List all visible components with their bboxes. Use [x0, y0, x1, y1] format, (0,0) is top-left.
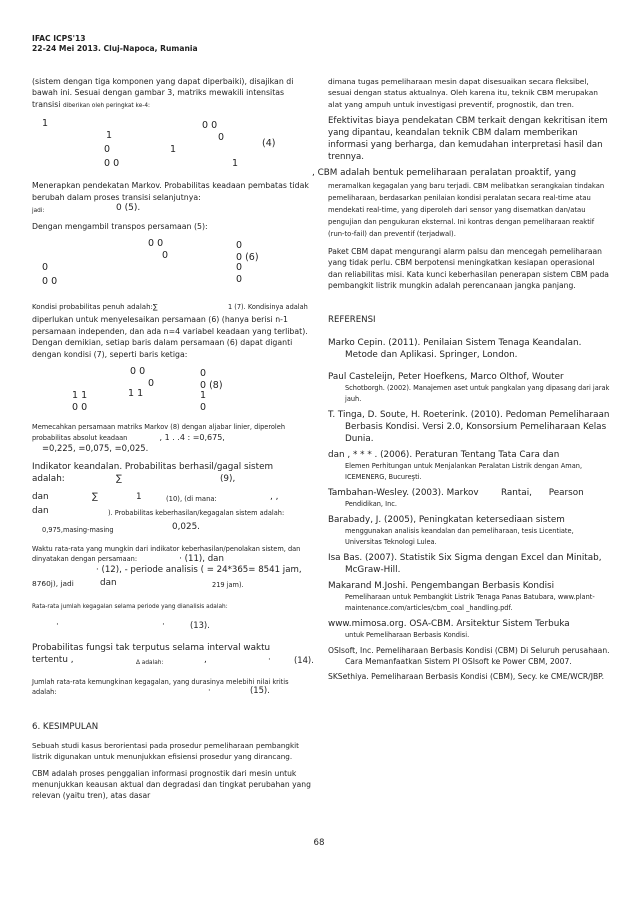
equation-9-lead: adalah:: [32, 473, 65, 484]
reference-item-continued: Schotborgh. (2002). Manajemen aset untuk pangkalan yang dipasang dari jarak jauh.: [345, 384, 610, 404]
reference-item: Barabady, J. (2005), Peningkatan ketersediaan sistem: [328, 515, 565, 526]
reference-item: Tambahan-Wesley. (2003). Markov Rantai, Pearson: [328, 488, 584, 499]
paragraph-right-3-lead: , CBM adalah bentuk pemeliharaan peralatan proaktif, yang: [312, 168, 577, 179]
paragraph-conclusion-1: Sebuah studi kasus berorientasi pada prosedur pemeliharaan pembangkit listrik digunakan untuk menunjukkan efisiensi prosedur yang dirancang.: [32, 741, 299, 762]
probability-values: [32, 443, 314, 455]
reference-item-continued: untuk Pemeliharaan Berbasis Kondisi.: [345, 631, 470, 640]
equation-14: [32, 655, 314, 671]
matrix-8-cell: 0 0: [130, 366, 146, 378]
matrix-8-cell: 0 0: [72, 402, 88, 414]
equation-9-sum: ∑: [116, 473, 122, 484]
reference-item: www.mimosa.org. OSA-CBM. Arsitektur Sistem Terbuka: [328, 619, 570, 630]
matrix-4-cell: 0 0: [104, 158, 120, 170]
success-values-lead: 0,975,masing-masing: [42, 525, 114, 534]
condition-7-tail: 1 (7). Kondisinya adalah: [228, 303, 308, 312]
paragraph-conclusion-2: CBM adalah proses penggalian informasi prognostik dari mesin untuk menunjukkan keausan aktual dan degradasi dan tingkat perubahan yang relevan (yaitu tren), atas dasar: [32, 769, 311, 801]
matrix-8-cell: 0: [148, 378, 155, 390]
paragraph-conditions: diperlukan untuk menyelesaikan persamaan (6) (hanya berisi n-1 persamaan independen, dan ada n=4 variabel keadaan yang terlibat). Dengan demikian, setiap baris dalam persamaan (6) dapat diganti dengan kondisi (7), seperti baris ketiga:: [32, 315, 308, 359]
equation-14-lead: tertentu ,: [32, 654, 74, 665]
paragraph-intro-small: diberikan oleh peringkat ke-4:: [62, 102, 150, 109]
matrix-6: [32, 238, 314, 296]
header-date-location: 22-24 Mei 2013. Cluj-Napoca, Rumania: [32, 44, 198, 53]
matrix-6-cell: 0: [42, 262, 49, 274]
equation-10-one: 1: [136, 491, 142, 502]
matrix-6-cell: 0 0: [148, 238, 164, 250]
equation-5: [32, 203, 314, 215]
paragraph-right-3: meramalkan kegagalan yang baru terjadi. CBM melibatkan serangkaian tindakan pemeliharaan, berdasarkan penilaian kondisi peralatan secara real-time atau mendekati real-time, yang diperoleh dari sensor yang disematkan dan/atau pengujian dan pengukuran eksternal. Ini kontras dengan pemeliharaan reaktif (run-to-fail) dan preventif (terjadwal).: [328, 181, 605, 238]
reference-item: Isa Bas. (2007). Statistik Six Sigma dengan Excel dan Minitab, McGraw-Hill.: [328, 553, 602, 576]
matrix-4: [32, 118, 314, 174]
equation-13: [32, 616, 314, 634]
equation-13-number: (13).: [190, 620, 210, 631]
condition-7-lead: Kondisi probabilitas penuh adalah:∑: [32, 303, 158, 312]
matrix-4-cell: 1: [106, 130, 113, 142]
equation-14-number: (14).: [294, 654, 314, 665]
matrix-8-cell: 0: [200, 368, 207, 380]
right-column: [312, 76, 610, 686]
equation-10-continued-lead: dan: [32, 505, 49, 516]
equation-5-text: 0 (5).: [116, 203, 141, 214]
matrix-4-cell: 0: [218, 132, 225, 144]
matrix-4-cell: 0 0: [202, 120, 218, 132]
paragraph-transpose: Dengan mengambil transpos persamaan (5):: [32, 222, 208, 232]
uninterrupted-heading: Probabilitas fungsi tak terputus selama interval waktu: [32, 643, 271, 654]
matrix-8-cell: 0 (8): [200, 380, 223, 392]
reference-item: T. Tinga, D. Soute, H. Roeterink. (2010). Pedoman Pemeliharaan Berbasis Kondisi. Versi 2.0, Konsorsium Pemeliharaan Kelas Dunia.: [328, 410, 610, 445]
paragraph-intro-text: (sistem dengan tiga komponen yang dapat diperbaiki), disajikan di bawah ini. Sesuai dengan gambar 3, matriks mewakili intensitas transisi: [32, 77, 294, 109]
matrix-6-cell: 0 0: [42, 276, 58, 288]
reference-item: OSIsoft, Inc. Pemeliharaan Berbasis Kondisi (CBM) Di Seluruh perusahaan. Cara Memanfaatkan Sistem PI OSIsoft ke Power CBM, 2007.: [328, 646, 610, 667]
matrix-4-cell: 1: [170, 144, 177, 156]
equation-10-continued-text: ). Probabilitas keberhasilan/kegagalan sistem adalah:: [108, 508, 285, 517]
equation-15-number: (15).: [250, 685, 270, 696]
running-header: [32, 34, 198, 54]
equation-10-sum: ∑: [92, 491, 98, 502]
equation-10: [32, 492, 314, 506]
equation-10-number: (10), (di mana:: [166, 494, 217, 503]
reference-item-continued: Elemen Perhitungan untuk Menjalankan Peralatan Listrik dengan Aman, ICEMENERG, Bucureşti.: [345, 462, 583, 482]
equation-9-number: (9),: [220, 473, 236, 484]
paragraph-intro: [32, 76, 314, 112]
section-heading-conclusion: 6. KESIMPULAN: [32, 722, 99, 733]
equation-10-continued: [32, 506, 314, 520]
equation-13-dot: ·: [162, 620, 165, 631]
reference-item-continued: menggunakan analisis keandalan dan pemeliharaan, tesis Licentiate, Universitas Teknologi Lulea.: [345, 527, 574, 547]
matrix-6-cell: 0: [236, 262, 243, 274]
equation-12-continued-lead: 8760j), jadi: [32, 578, 74, 588]
reference-item: Paul Casteleijn, Peter Hoefkens, Marco Olthof, Wouter: [328, 372, 564, 383]
reference-item: dan , * * * . (2006). Peraturan Tentang Tata Cara dan: [328, 450, 560, 461]
reference-item-continued: Pendidikan, Inc.: [345, 500, 397, 509]
paragraph-right-4: Paket CBM dapat mengurangi alarm palsu dan mencegah pemeliharaan yang tidak perlu. CBM berpotensi meningkatkan kesiapan operasional dan reliabilitas misi. Kata kunci keberhasilan penerapan sistem CBM pada pembangkit listrik mungkin adalah perencanaan jangka panjang.: [328, 246, 609, 291]
matrix-4-cell: 1: [42, 118, 49, 130]
header-conference: IFAC ICPS'13: [32, 34, 86, 43]
equation-13-dot: ·: [56, 620, 59, 631]
matrix-8-cell: 1: [200, 390, 207, 402]
matrix-8-cell: 0: [200, 402, 207, 414]
reference-item: Marko Cepin. (2011). Penilaian Sistem Tenaga Keandalan. Metode dan Aplikasi. Springer, London.: [328, 338, 582, 361]
equation-12-text: · (12), - periode analisis ( = 24*365= 8541 jam,: [96, 564, 302, 575]
equation-15-dot: ·: [208, 685, 211, 696]
equation-5-label: jadi:: [32, 208, 45, 215]
equation-12-continued-tail: 219 jam).: [212, 580, 244, 589]
paragraph-right-2: Efektivitas biaya pendekatan CBM terkait dengan kekritisan item yang dipantau, keandalan teknik CBM dalam memberikan informasi yang berharga, dan kemudahan interpretasi hasil dan trennya.: [328, 116, 608, 162]
success-values-number: 0,025.: [172, 521, 200, 532]
matrix-4-cell: 1: [232, 158, 239, 170]
page-number: 68: [313, 838, 325, 848]
matrix-6-cell: 0: [236, 274, 243, 286]
equation-14-comma: ,: [204, 654, 207, 665]
probability-values-text: =0,225, =0,075, =0,025.: [42, 443, 149, 454]
equation-12-continued-dan: dan: [100, 577, 117, 588]
matrix-6-cell: 0: [162, 250, 169, 262]
equation-14-label: Δ adalah:: [136, 659, 164, 666]
matrix-8: [32, 366, 314, 416]
indicator-heading: Indikator keandalan. Probabilitas berhasil/gagal sistem: [32, 462, 274, 473]
reference-item: Makarand M.Joshi. Pengembangan Berbasis Kondisi: [328, 581, 555, 592]
equation-11: · (11), dan: [179, 554, 224, 565]
paragraph-mean-time-text: Waktu rata-rata yang mungkin dari indikator keberhasilan/penolakan sistem, dan dinyatakan dengan persamaan:: [32, 544, 301, 564]
matrix-8-cell: 1 1: [72, 390, 88, 402]
equation-10-lead: dan: [32, 491, 49, 502]
matrix-4-equation-number: (4): [262, 138, 276, 150]
section-heading-references: REFERENSI: [328, 315, 376, 326]
matrix-4-cell: 0: [104, 144, 111, 156]
equation-14-dot: ·: [268, 654, 271, 665]
paragraph-mean-time: [32, 544, 314, 565]
matrix-6-cell: 0: [236, 240, 243, 252]
paragraph-right-1: dimana tugas pemeliharaan mesin dapat disesuaikan secara fleksibel, sesuai dengan status aktualnya. Oleh karena itu, teknik CBM merupakan alat yang ampuh untuk investigasi preventif, prognostik, dan tren.: [328, 77, 598, 109]
equation-10-symbols: , ,: [270, 491, 279, 502]
paragraph-failure-count: Rata-rata jumlah kegagalan selama periode yang dianalisis adalah:: [32, 603, 228, 610]
paragraph-solution: [32, 422, 314, 443]
equation-9: [32, 474, 314, 488]
equation-12-continued: [32, 578, 314, 592]
matrix-6-cell: 0 (6): [236, 252, 259, 264]
condition-7: [32, 302, 314, 314]
paragraph-solution-text: Memecahkan persamaan matriks Markov (8) dengan aljabar linier, diperoleh probabilitas absolut keadaan: [32, 423, 285, 442]
left-column: [32, 76, 314, 808]
equation-12: [32, 565, 314, 578]
paragraph-solution-values: , 1 . .4 : =0,675,: [159, 432, 225, 442]
paragraph-critical: Jumlah rata-rata kemungkinan kegagalan, yang durasinya melebihi nilai kritis adalah:: [32, 677, 289, 697]
matrix-8-cell: 1 1: [128, 388, 144, 400]
paragraph-markov: Menerapkan pendekatan Markov. Probabilitas keadaan pembatas tidak berubah dalam proses transisi selanjutnya:: [32, 181, 309, 202]
success-values: [32, 522, 314, 538]
reference-item: SKSethiya. Pemeliharaan Berbasis Kondisi (CBM), Secy. ke CME/WCR/JBP.: [328, 672, 604, 682]
reference-item-continued: Pemeliharaan untuk Pembangkit Listrik Tenaga Panas Batubara, www.plant-maintenance.com/articles/cbm_coal _handling.pdf.: [345, 593, 595, 613]
